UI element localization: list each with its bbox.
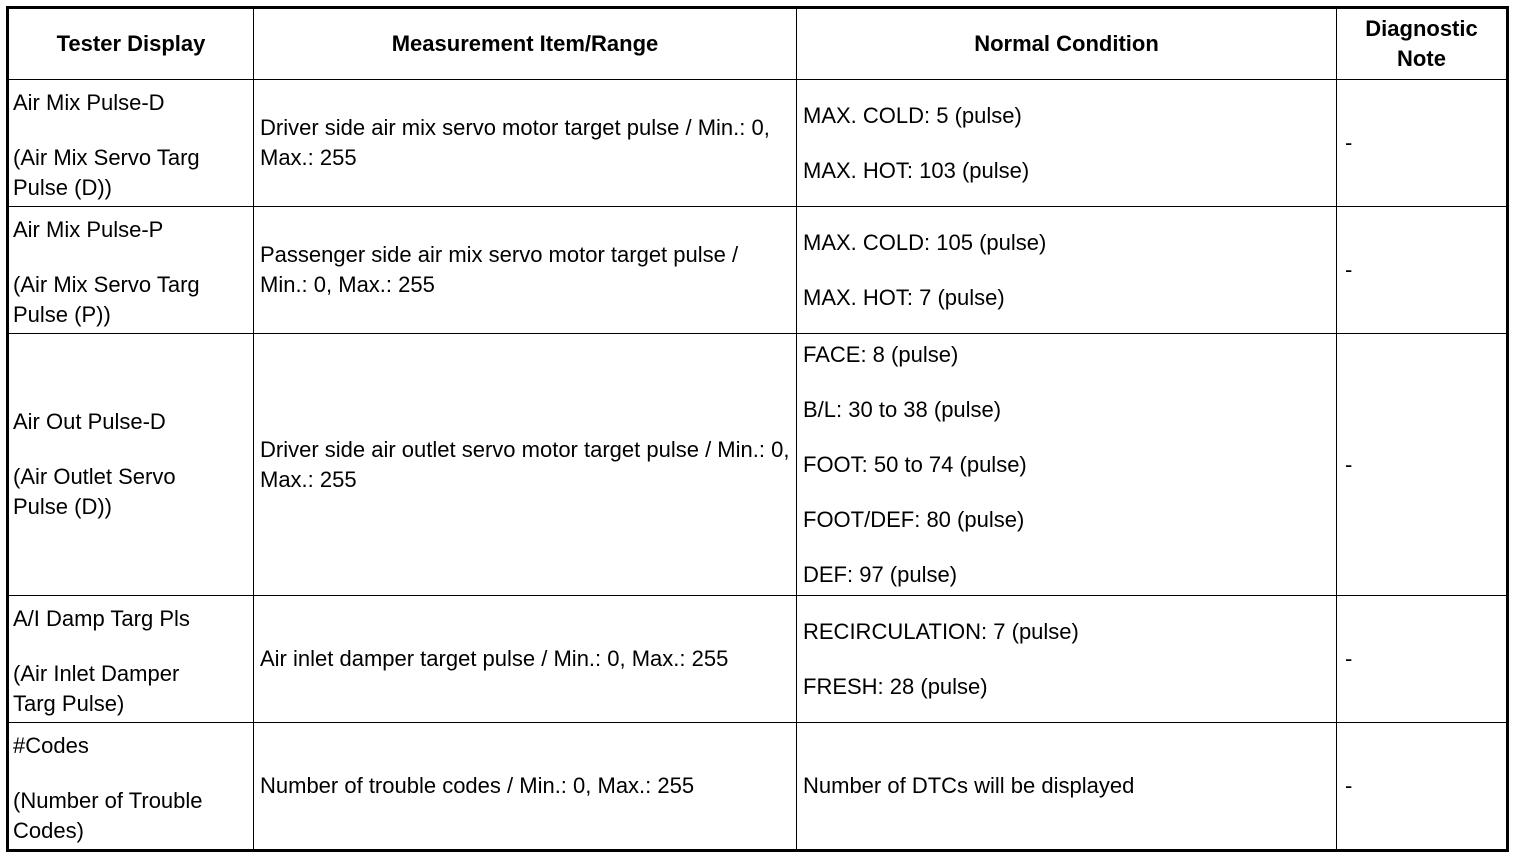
display-alias-cont: Pulse (P)): [13, 302, 111, 327]
condition-item: FOOT/DEF: 80 (pulse): [803, 506, 1025, 532]
display-name: A/I Damp Targ Pls: [13, 606, 190, 631]
condition-cell: [797, 596, 1337, 723]
measurement-cell: Passenger side air mix servo motor target pulse / Min.: 0, Max.: 255: [254, 207, 797, 334]
header-normal-condition: Normal Condition: [797, 8, 1337, 80]
note-cell: -: [1337, 334, 1508, 596]
display-name: Air Mix Pulse-D: [13, 90, 165, 115]
table-row: [8, 207, 1508, 334]
display-alias-cont: Codes): [13, 818, 84, 843]
table-row: [8, 596, 1508, 723]
measurement-cell: Number of trouble codes / Min.: 0, Max.: 255: [254, 723, 797, 851]
measurement-cell: Air inlet damper target pulse / Min.: 0, Max.: 255: [254, 596, 797, 723]
condition-cell: [797, 334, 1337, 596]
header-tester-display: Tester Display: [8, 8, 254, 80]
display-name: #Codes: [13, 733, 89, 758]
measurement-cell: Driver side air mix servo motor target pulse / Min.: 0, Max.: 255: [254, 80, 797, 207]
display-alias: (Air Inlet Damper: [13, 661, 180, 686]
condition-item: MAX. HOT: 103 (pulse): [803, 157, 1030, 183]
display-alias-cont: Targ Pulse): [13, 691, 125, 716]
spec-table: [6, 6, 1509, 852]
display-alias-cont: Pulse (D)): [13, 494, 113, 519]
display-alias: (Air Mix Servo Targ: [13, 272, 200, 297]
condition-item: RECIRCULATION: 7 (pulse): [803, 618, 1079, 644]
display-alias: (Number of Trouble: [13, 788, 203, 813]
condition-item: B/L: 30 to 38 (pulse): [803, 396, 1002, 422]
condition-item: DEF: 97 (pulse): [803, 561, 958, 587]
condition-cell: [797, 80, 1337, 207]
condition-item: MAX. COLD: 105 (pulse): [803, 229, 1047, 255]
header-row: [8, 8, 1508, 80]
note-cell: -: [1337, 596, 1508, 723]
condition-cell: [797, 207, 1337, 334]
tester-display-cell: [8, 80, 254, 207]
note-cell: -: [1337, 723, 1508, 851]
tester-display-cell: [8, 596, 254, 723]
header-measurement: Measurement Item/Range: [254, 8, 797, 80]
display-name: Air Mix Pulse-P: [13, 217, 164, 242]
tester-display-cell: [8, 334, 254, 596]
measurement-cell: Driver side air outlet servo motor target pulse / Min.: 0, Max.: 255: [254, 334, 797, 596]
display-name: Air Out Pulse-D: [13, 409, 166, 434]
condition-cell: [797, 723, 1337, 851]
condition-item: FOOT: 50 to 74 (pulse): [803, 451, 1027, 477]
table-row: [8, 723, 1508, 851]
tester-display-cell: [8, 723, 254, 851]
condition-item: Number of DTCs will be displayed: [803, 773, 1135, 798]
table-row: [8, 80, 1508, 207]
note-cell: -: [1337, 80, 1508, 207]
tester-display-cell: [8, 207, 254, 334]
display-alias: (Air Mix Servo Targ: [13, 145, 200, 170]
condition-item: FACE: 8 (pulse): [803, 341, 959, 367]
display-alias: (Air Outlet Servo: [13, 464, 176, 489]
header-diagnostic-note: Diagnostic Note: [1337, 8, 1508, 80]
condition-item: MAX. COLD: 5 (pulse): [803, 102, 1022, 128]
note-cell: -: [1337, 207, 1508, 334]
table-row: [8, 334, 1508, 596]
display-alias-cont: Pulse (D)): [13, 175, 113, 200]
condition-item: MAX. HOT: 7 (pulse): [803, 284, 1005, 310]
condition-item: FRESH: 28 (pulse): [803, 673, 988, 699]
